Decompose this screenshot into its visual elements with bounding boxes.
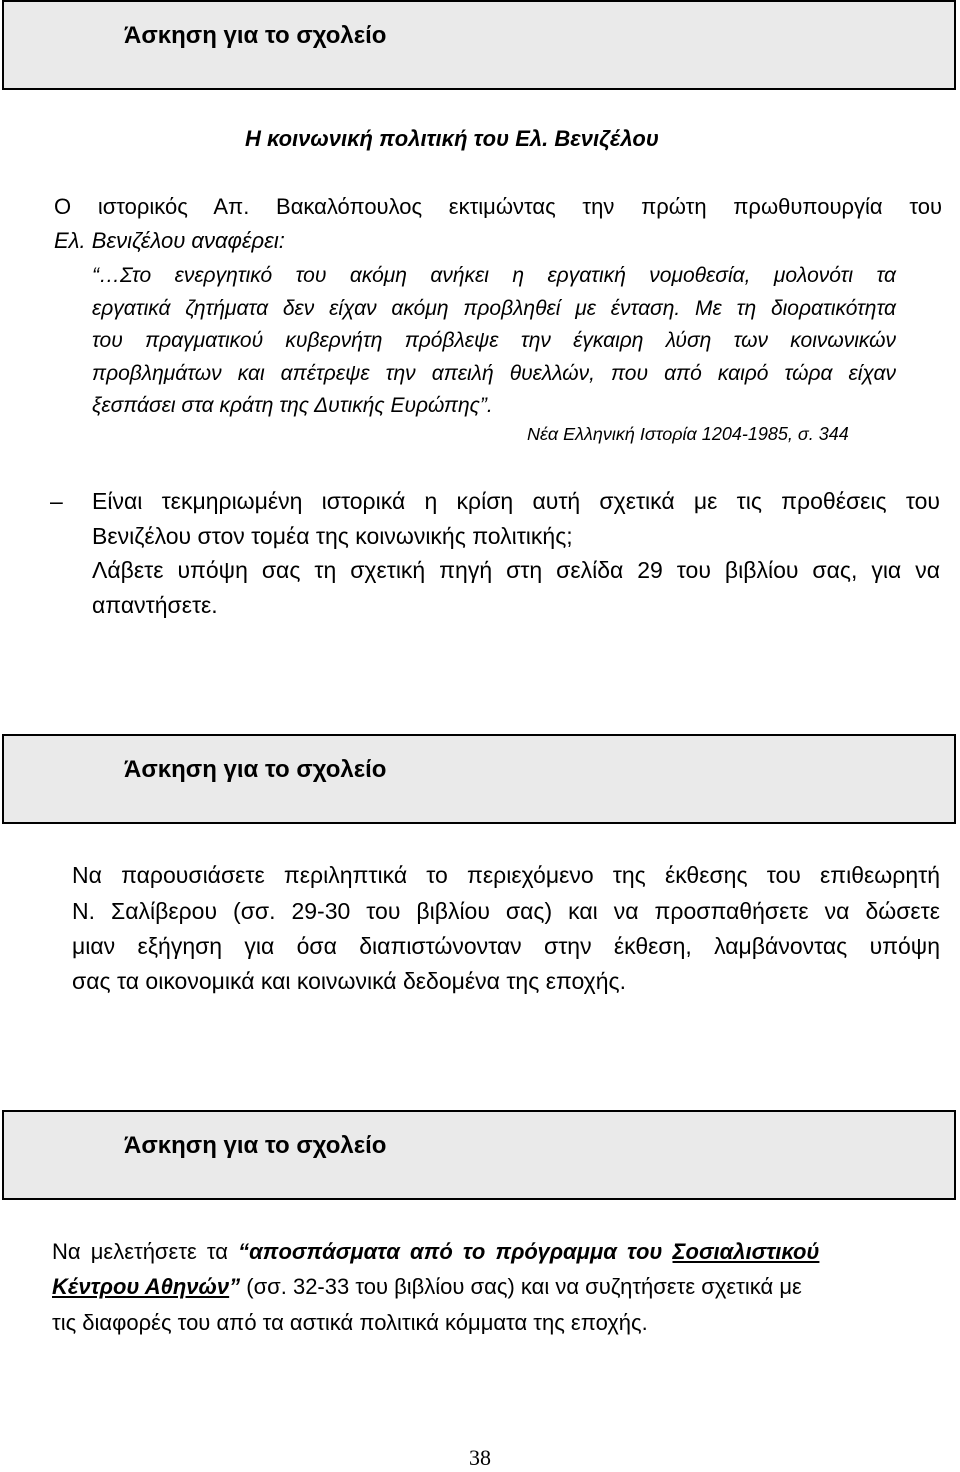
section-header-3: [2, 1110, 956, 1200]
intro-line: Ο ιστορικός Απ. Βακαλόπουλος εκτιμώντας την πρώτη πρωθυπουργία του: [54, 194, 942, 219]
quote-line: εργατικά ζητήματα δεν είχαν ακόμη προβληθεί με ένταση. Με τη διορατικότητα: [92, 297, 896, 320]
bullet-dash: –: [50, 488, 63, 514]
exercise-line: τις διαφορές του από τα αστικά πολιτικά κόμματα της εποχής.: [52, 1310, 648, 1335]
exercise-title: Η κοινωνική πολιτική του Ελ. Βενιζέλου: [245, 126, 659, 151]
section-heading: Άσκηση για το σχολείο: [124, 1132, 387, 1159]
quote-source: Νέα Ελληνική Ιστορία 1204-1985, σ. 344: [527, 424, 849, 444]
exercise-line: [52, 1239, 940, 1265]
quote-line: “…Στο ενεργητικό του ακόμη ανήκει η εργατική νομοθεσία, μολονότι τα: [92, 264, 896, 287]
question-line: απαντήσετε.: [92, 592, 218, 618]
exercise-line: σας τα οικονομικά και κοινωνικά δεδομένα της εποχής.: [72, 968, 626, 994]
quote-line: του πραγματικού κυβερνήτη πρόβλεψε την έγκαιρη λύση των κοινωνικών: [92, 329, 896, 352]
text-plain: (σσ. 32-33 του βιβλίου σας) και να συζητήσετε σχετικά με: [240, 1274, 802, 1299]
intro-line: Ελ. Βενιζέλου αναφέρει:: [54, 228, 285, 253]
text-emphasis-underlined: Σοσιαλιστικού: [672, 1239, 820, 1264]
question-line: Είναι τεκμηριωμένη ιστορικά η κρίση αυτή σχετικά με τις προθέσεις του: [92, 488, 940, 514]
text-plain: Να μελετήσετε τα: [52, 1239, 239, 1264]
exercise-line: [52, 1274, 802, 1300]
section-heading: Άσκηση για το σχολείο: [124, 22, 387, 49]
question-line: Βενιζέλου στον τομέα της κοινωνικής πολιτικής;: [92, 523, 573, 549]
quote-line: ξεσπάσει στα κράτη της Δυτικής Ευρώπης”.: [92, 394, 493, 417]
page-number: 38: [469, 1445, 491, 1470]
quote-line: προβλημάτων και απέτρεψε την απειλή θυελλών, που από καιρό τώρα είχαν: [92, 362, 896, 385]
exercise-line: μιαν εξήγηση για όσα διαπιστώνονταν στην έκθεση, λαμβάνοντας υπόψη: [72, 933, 940, 959]
section-header-2: [2, 734, 956, 824]
exercise-line: Να παρουσιάσετε περιληπτικά το περιεχόμενο της έκθεσης του επιθεωρητή: [72, 862, 940, 888]
question-line: Λάβετε υπόψη σας τη σχετική πηγή στη σελίδα 29 του βιβλίου σας, για να: [92, 557, 940, 583]
text-emphasis: “αποσπάσματα από το πρόγραμμα του: [238, 1239, 673, 1264]
section-heading: Άσκηση για το σχολείο: [124, 756, 387, 783]
text-emphasis-underlined: Κέντρου Αθηνών: [52, 1274, 230, 1299]
text-emphasis: ”: [229, 1274, 241, 1299]
section-header-1: [2, 0, 956, 90]
exercise-line: Ν. Σαλίβερου (σσ. 29-30 του βιβλίου σας) και να προσπαθήσετε να δώσετε: [72, 898, 940, 924]
